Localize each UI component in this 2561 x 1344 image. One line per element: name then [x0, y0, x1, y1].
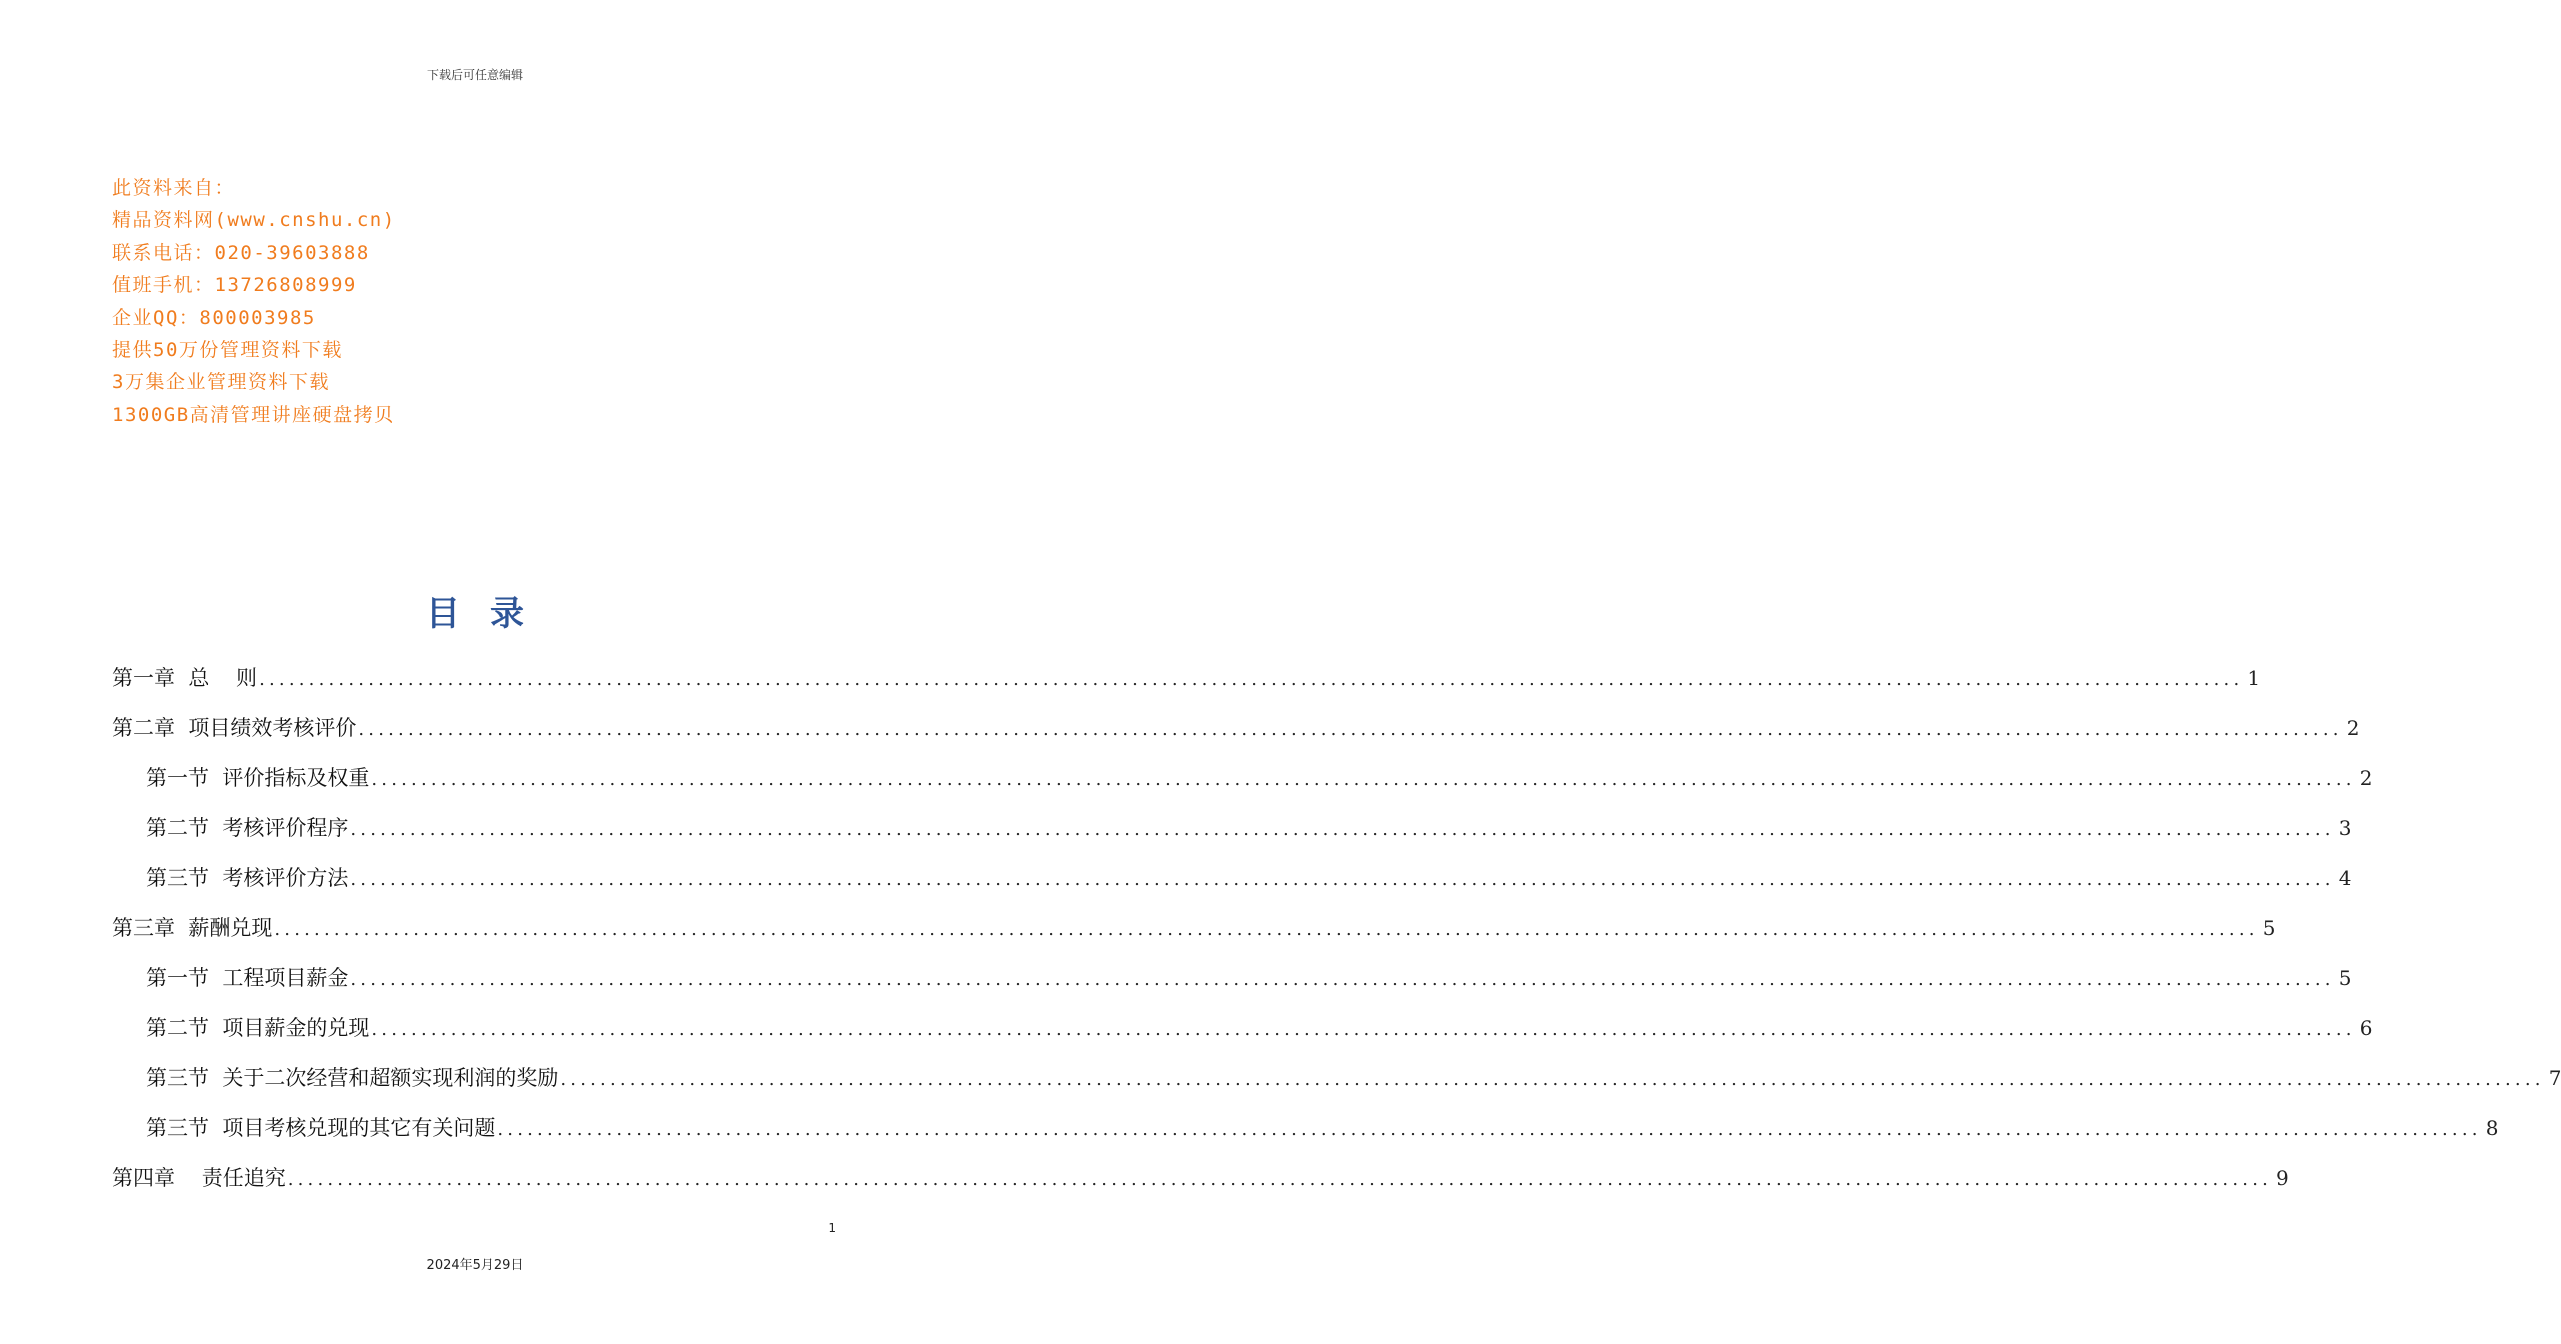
promo-line: 联系电话：020-39603888: [112, 241, 370, 264]
toc-page-number: 8: [2485, 1116, 2499, 1140]
toc-leader-dots: ........................................................................................................................................................................................................: [371, 1019, 2356, 1040]
toc-leader-dots: ........................................................................................................................................................................................................: [274, 919, 2259, 940]
toc-page-number: 1: [2247, 666, 2261, 690]
toc-leader-dots: ........................................................................................................................................................................................................: [287, 1169, 2273, 1190]
toc-page-number: 9: [2276, 1166, 2289, 1190]
toc-entry[interactable]: [112, 1162, 2289, 1212]
promo-line: 企业QQ：800003985: [112, 306, 316, 329]
toc-entry-text: 第二章 项目绩效考核评价: [112, 716, 357, 740]
toc-page-number: 7: [2548, 1066, 2561, 1090]
toc-page-number: 6: [2359, 1016, 2373, 1040]
toc-title: 目录: [426, 594, 554, 634]
toc-entry[interactable]: [112, 662, 2261, 712]
toc-entry-text: 第二节 项目薪金的兑现: [146, 1016, 370, 1040]
toc-leader-dots: ........................................................................................................................................................................................................: [560, 1069, 2545, 1090]
table-of-contents: [112, 662, 2561, 1212]
promo-block: [112, 172, 396, 431]
promo-line: 3万集企业管理资料下载: [112, 371, 330, 394]
promo-line: 此资料来自：: [112, 177, 236, 199]
toc-leader-dots: ........................................................................................................................................................................................................: [350, 969, 2335, 990]
toc-entry[interactable]: [112, 1062, 2561, 1112]
toc-leader-dots: ........................................................................................................................................................................................................: [350, 819, 2335, 840]
toc-entry-text: 第一节 评价指标及权重: [146, 766, 370, 790]
toc-leader-dots: ........................................................................................................................................................................................................: [358, 719, 2343, 740]
promo-line: 值班手机：13726808999: [112, 274, 357, 297]
toc-entry[interactable]: [112, 1012, 2373, 1062]
toc-page-number: 5: [2262, 916, 2276, 940]
toc-entry[interactable]: [112, 712, 2360, 762]
toc-page-number: 2: [2359, 766, 2373, 790]
toc-page-number: 3: [2338, 816, 2352, 840]
page-header: 下载后可任意编辑: [426, 68, 523, 82]
toc-entry-text: 第一节 工程项目薪金: [146, 966, 349, 990]
toc-entry-text: 第三节 项目考核兑现的其它有关问题: [146, 1116, 496, 1140]
toc-leader-dots: ........................................................................................................................................................................................................: [350, 869, 2335, 890]
toc-entry-text: 第二节 考核评价程序: [146, 816, 349, 840]
toc-entry-text: 第三节 考核评价方法: [146, 866, 349, 890]
page-number: 1: [828, 1221, 836, 1235]
toc-entry[interactable]: [112, 1112, 2499, 1162]
toc-entry-text: 第四章 责任追究: [112, 1166, 286, 1190]
toc-page-number: 5: [2338, 966, 2352, 990]
toc-entry[interactable]: [112, 812, 2352, 862]
toc-entry[interactable]: [112, 962, 2352, 1012]
page-footer-date: 2024年5月29日: [426, 1258, 524, 1273]
toc-page-number: 4: [2338, 866, 2352, 890]
promo-line: 提供50万份管理资料下载: [112, 338, 343, 361]
toc-page-number: 2: [2346, 716, 2360, 740]
toc-entry[interactable]: [112, 912, 2276, 962]
toc-entry-text: 第一章 总 则: [112, 666, 258, 690]
promo-line: 1300GB高清管理讲座硬盘拷贝: [112, 403, 395, 426]
toc-entry-text: 第三章 薪酬兑现: [112, 916, 273, 940]
toc-entry-text: 第三节 关于二次经营和超额实现利润的奖励: [146, 1066, 559, 1090]
toc-leader-dots: ........................................................................................................................................................................................................: [259, 669, 2244, 690]
toc-leader-dots: ........................................................................................................................................................................................................: [497, 1119, 2482, 1140]
toc-leader-dots: ........................................................................................................................................................................................................: [371, 769, 2356, 790]
toc-entry[interactable]: [112, 762, 2373, 812]
toc-entry[interactable]: [112, 862, 2352, 912]
promo-line: 精品资料网(www.cnshu.cn): [112, 209, 396, 232]
